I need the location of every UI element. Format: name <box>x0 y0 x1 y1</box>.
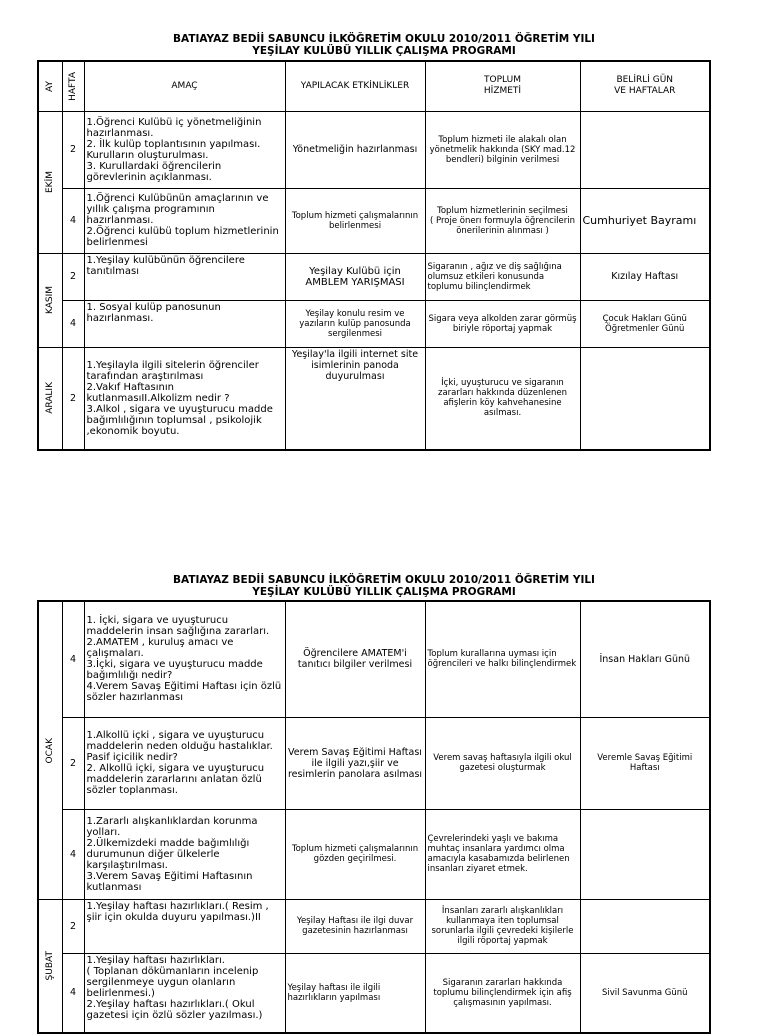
month-cell-ocak: OCAK <box>38 601 62 899</box>
title-line1: BATIAYAZ BEDİİ SABUNCU İLKÖĞRETİM OKULU 2010/2011 ÖĞRETİM YILI <box>173 33 595 45</box>
etkinlik-cell: Verem Savaş Eğitimi Haftası ile ilgili yazı,şiir ve resimlerin panolara asılması <box>285 717 425 809</box>
hafta-cell: 2 <box>62 111 84 188</box>
gun-cell <box>580 899 710 953</box>
toplum-cell: Sigaranın zararları hakkında toplumu bilinçlendirmek için afiş çalışmasının yapılması. <box>425 953 580 1033</box>
etkinlik-cell: Toplum hizmeti çalışmalarının gözden geçirilmesi. <box>285 809 425 899</box>
amac-cell: 1.Alkollü içki , sigara ve uyuşturucu maddelerin neden olduğu hastalıklar. Pasif içicilik nedir? 2. Alkollü içki, sigara ve uyuşturucu maddelerin zararlarını anlatan özlü sözler toplanması. <box>84 717 285 809</box>
amac-cell: 1.Yeşilay kulübünün öğrencilere tanıtılması <box>84 253 285 300</box>
month-cell-subat: ŞUBAT <box>38 899 62 1033</box>
toplum-cell: İçki, uyuşturucu ve sigaranın zararları hakkında düzenlenen afişlerin köy kahvehanesine asılması. <box>425 347 580 450</box>
gun-cell: Çocuk Hakları Günü Öğretmenler Günü <box>580 300 710 347</box>
gun-cell: İnsan Hakları Günü <box>580 601 710 717</box>
table-row <box>38 253 710 300</box>
title-line2: YEŞİLAY KULÜBÜ YILLIK ÇALIŞMA PROGRAMI <box>252 586 516 598</box>
gun-cell: Cumhuriyet Bayramı <box>580 188 710 253</box>
hafta-cell: 2 <box>62 253 84 300</box>
table-row <box>38 111 710 188</box>
header-gun: BELİRLİ GÜN VE HAFTALAR <box>580 61 710 111</box>
amac-cell: 1.Yeşilay haftası hazırlıkları. ( Toplanan dökümanların incelenip sergilenmeye uygun olanların belirlenmesi.) 2.Yeşilay haftası hazırlıkları.( Okul gazetesi için özlü sözler yazılması.) <box>84 953 285 1033</box>
etkinlik-cell: Öğrencilere AMATEM'i tanıtıcı bilgiler verilmesi <box>285 601 425 717</box>
amac-cell: 1.Öğrenci Kulübünün amaçlarının ve yıllık çalışma programının hazırlanması. 2.Öğrenci kulübü toplum hizmetlerinin belirlenmesi <box>84 188 285 253</box>
table-row <box>38 899 710 953</box>
amac-cell: 1.Öğrenci Kulübü iç yönetmeliğinin hazırlanması. 2. İlk kulüp toplantısının yapılması. Kurulların oluşturulması. 3. Kurullardaki öğrencilerin görevlerinin açıklanması. <box>84 111 285 188</box>
etkinlik-cell: Yeşilay'la ilgili internet site isimlerinin panoda duyurulması <box>285 347 425 450</box>
table-row <box>38 347 710 450</box>
amac-cell: 1. Sosyal kulüp panosunun hazırlanması. <box>84 300 285 347</box>
page-title <box>0 33 768 57</box>
gun-cell <box>580 347 710 450</box>
hafta-cell: 2 <box>62 899 84 953</box>
gun-cell <box>580 809 710 899</box>
header-toplum: TOPLUM HİZMETİ <box>425 61 580 111</box>
toplum-cell: Verem savaş haftasıyla ilgili okul gazetesi oluşturmak <box>425 717 580 809</box>
hafta-cell: 2 <box>62 347 84 450</box>
gun-cell: Sivil Savunma Günü <box>580 953 710 1033</box>
table-row <box>38 300 710 347</box>
etkinlik-cell: Yeşilay konulu resim ve yazıların kulüp panosunda sergilenmesi <box>285 300 425 347</box>
amac-cell: 1.Yeşilay haftası hazırlıkları.( Resim , şiir için okulda duyuru yapılması.)II <box>84 899 285 953</box>
hafta-cell: 4 <box>62 601 84 717</box>
hafta-cell: 4 <box>62 953 84 1033</box>
program-table-2 <box>37 600 711 1034</box>
etkinlik-cell: Yeşilay haftası ile ilgili hazırlıkların yapılması <box>285 953 425 1033</box>
title-line2: YEŞİLAY KULÜBÜ YILLIK ÇALIŞMA PROGRAMI <box>252 45 516 57</box>
page-title-2 <box>0 574 768 598</box>
toplum-cell: Toplum hizmetlerinin seçilmesi ( Proje önerı formuyla öğrencilerin önerilerinin alınması ) <box>425 188 580 253</box>
table-row <box>38 809 710 899</box>
title-line1: BATIAYAZ BEDİİ SABUNCU İLKÖĞRETİM OKULU 2010/2011 ÖĞRETİM YILI <box>173 574 595 586</box>
amac-cell: 1. İçki, sigara ve uyuşturucu maddelerin insan sağlığına zararları. 2.AMATEM , kuruluş amacı ve çalışmaları. 3.İçki, sigara ve uyuşturucu madde bağımlılığı nedir? 4.Verem Savaş Eğitimi Haftası için özlü sözler hazırlanması <box>84 601 285 717</box>
amac-cell: 1.Zararlı alışkanlıklardan korunma yolları. 2.Ülkemizdeki madde bağımlılığı durumunun diğer ülkelerle karşılaştırılması. 3.Verem Savaş Eğitimi Haftasının kutlanması <box>84 809 285 899</box>
table-row <box>38 601 710 717</box>
month-cell-ekim: EKİM <box>38 111 62 253</box>
gun-cell: Kızılay Haftası <box>580 253 710 300</box>
month-cell-aralik: ARALIK <box>38 347 62 450</box>
gun-cell: Veremle Savaş Eğitimi Haftası <box>580 717 710 809</box>
header-amac: AMAÇ <box>84 61 285 111</box>
hafta-cell: 4 <box>62 809 84 899</box>
program-table-1 <box>37 60 711 451</box>
toplum-cell: Çevrelerindeki yaşlı ve bakıma muhtaç insanlara yardımcı olma amacıyla kasabamızda belirlenen insanları ziyaret etmek. <box>425 809 580 899</box>
table-row <box>38 717 710 809</box>
month-cell-kasim: KASIM <box>38 253 62 347</box>
etkinlik-cell: Toplum hizmeti çalışmalarının belirlenmesi <box>285 188 425 253</box>
hafta-cell: 4 <box>62 300 84 347</box>
gun-cell <box>580 111 710 188</box>
amac-cell: 1.Yeşilayla ilgili sitelerin öğrenciler tarafından araştırılması 2.Vakıf Haftasının kutlanmasıII.Alkolizm nedir ? 3.Alkol , sigara ve uyuşturucu madde bağımlılığının toplumsal , psikolojik ,ekonomik boyutu. <box>84 347 285 450</box>
toplum-cell: İnsanları zararlı alışkanlıkları kullanmaya iten toplumsal sorunlarla ilgili çevredeki kişilerle ilgili röportaj yapmak <box>425 899 580 953</box>
etkinlik-cell: Yeşilay Haftası ile ilgi duvar gazetesinin hazırlanması <box>285 899 425 953</box>
header-hafta: HAFTA <box>62 61 84 111</box>
hafta-cell: 2 <box>62 717 84 809</box>
table-row <box>38 188 710 253</box>
toplum-cell: Sigara veya alkolden zarar görmüş biriyle röportaj yapmak <box>425 300 580 347</box>
header-etkinlik: YAPILACAK ETKİNLİKLER <box>285 61 425 111</box>
toplum-cell: Toplum kurallarına uyması için öğrencileri ve halkı bilinçlendirmek <box>425 601 580 717</box>
header-row <box>38 61 710 111</box>
toplum-cell: Toplum hizmeti ile alakalı olan yönetmelik hakkında (SKY mad.12 bendleri) bilginin verilmesi <box>425 111 580 188</box>
etkinlik-cell: Yeşilay Kulübü için AMBLEM YARIŞMASI <box>285 253 425 300</box>
etkinlik-cell: Yönetmeliğin hazırlanması <box>285 111 425 188</box>
hafta-cell: 4 <box>62 188 84 253</box>
table-row <box>38 953 710 1033</box>
header-ay: AY <box>38 61 62 111</box>
toplum-cell: Sigaranın , ağız ve diş sağlığına olumsuz etkileri konusunda toplumu bilinçlendirmek <box>425 253 580 300</box>
